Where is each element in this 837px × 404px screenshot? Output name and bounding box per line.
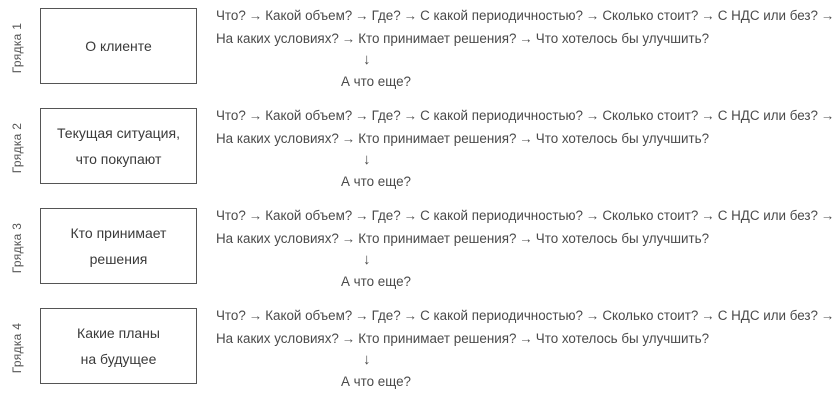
- arrow-right-icon: →: [341, 31, 356, 46]
- arrow-right-icon: →: [355, 208, 369, 223]
- arrow-right-icon: →: [355, 308, 369, 323]
- arrow-right-icon: →: [821, 108, 835, 123]
- arrow-right-icon: →: [519, 131, 533, 146]
- arrow-right-icon: →: [701, 108, 715, 123]
- arrow-right-icon: →: [585, 308, 600, 323]
- row-label: Грядка 3: [10, 222, 24, 274]
- topic-line-1: Кто принимает: [70, 225, 167, 241]
- arrow-down-icon: ↓: [363, 51, 371, 68]
- arrow-right-icon: →: [821, 8, 835, 23]
- arrow-right-icon: →: [403, 8, 418, 23]
- arrow-right-icon: →: [341, 331, 356, 346]
- arrow-right-icon: →: [585, 8, 600, 23]
- topic-box: [40, 308, 197, 384]
- arrow-down-icon: ↓: [363, 351, 371, 368]
- topic-line-1: Текущая ситуация,: [57, 125, 180, 141]
- arrow-right-icon: →: [248, 308, 263, 323]
- arrow-right-icon: →: [248, 108, 263, 123]
- arrow-right-icon: →: [248, 208, 263, 223]
- arrow-right-icon: →: [341, 131, 356, 146]
- row-label: Грядка 4: [10, 322, 24, 374]
- flow-line-2: На каких условиях? → Кто принимает решения? → Что хотелось бы улучшить?: [216, 31, 710, 46]
- row-label: Грядка 2: [10, 122, 24, 174]
- arrow-right-icon: →: [519, 31, 533, 46]
- topic-box: [40, 8, 197, 84]
- tail-question: А что еще?: [341, 274, 411, 289]
- flow-line-1: Что? → Какой объем? → Где? → С какой периодичностью? → Сколько стоит? → С НДС или без? →: [216, 8, 835, 23]
- topic-line-1: Какие планы: [77, 325, 160, 341]
- arrow-right-icon: →: [341, 231, 356, 246]
- arrow-right-icon: →: [701, 208, 715, 223]
- flow-line-1: Что? → Какой объем? → Где? → С какой периодичностью? → Сколько стоит? → С НДС или без? →: [216, 308, 835, 323]
- arrow-right-icon: →: [355, 108, 369, 123]
- topic-line-2: на будущее: [80, 351, 157, 367]
- arrow-right-icon: →: [355, 8, 369, 23]
- arrow-right-icon: →: [519, 331, 533, 346]
- arrow-right-icon: →: [403, 308, 418, 323]
- row-3: [0, 208, 835, 304]
- tail-question: А что еще?: [341, 174, 411, 189]
- arrow-right-icon: →: [585, 208, 600, 223]
- arrow-right-icon: →: [403, 108, 418, 123]
- arrow-right-icon: →: [821, 208, 835, 223]
- tail-question: А что еще?: [341, 374, 411, 389]
- arrow-right-icon: →: [701, 8, 715, 23]
- arrow-right-icon: →: [701, 308, 715, 323]
- row-4: [0, 308, 835, 404]
- topic-line-1: О клиенте: [85, 38, 152, 54]
- flow-line-2: На каких условиях? → Кто принимает решения? → Что хотелось бы улучшить?: [216, 331, 710, 346]
- arrow-down-icon: ↓: [363, 251, 371, 268]
- flow-line-2: На каких условиях? → Кто принимает решения? → Что хотелось бы улучшить?: [216, 231, 710, 246]
- row-2: [0, 108, 835, 204]
- arrow-right-icon: →: [585, 108, 600, 123]
- flow-line-1: Что? → Какой объем? → Где? → С какой периодичностью? → Сколько стоит? → С НДС или без? →: [216, 108, 835, 123]
- flow-line-1: Что? → Какой объем? → Где? → С какой периодичностью? → Сколько стоит? → С НДС или без? →: [216, 208, 835, 223]
- arrow-right-icon: →: [403, 208, 418, 223]
- arrow-right-icon: →: [821, 308, 835, 323]
- flow-line-2: На каких условиях? → Кто принимает решения? → Что хотелось бы улучшить?: [216, 131, 710, 146]
- topic-box: [40, 208, 197, 284]
- topic-line-2: решения: [89, 251, 148, 267]
- row-label: Грядка 1: [10, 22, 24, 74]
- arrow-down-icon: ↓: [363, 151, 371, 168]
- row-1: [0, 8, 835, 104]
- arrow-right-icon: →: [248, 8, 263, 23]
- topic-line-2: что покупают: [75, 151, 162, 167]
- arrow-right-icon: →: [519, 231, 533, 246]
- tail-question: А что еще?: [341, 74, 411, 89]
- topic-box: [40, 108, 197, 184]
